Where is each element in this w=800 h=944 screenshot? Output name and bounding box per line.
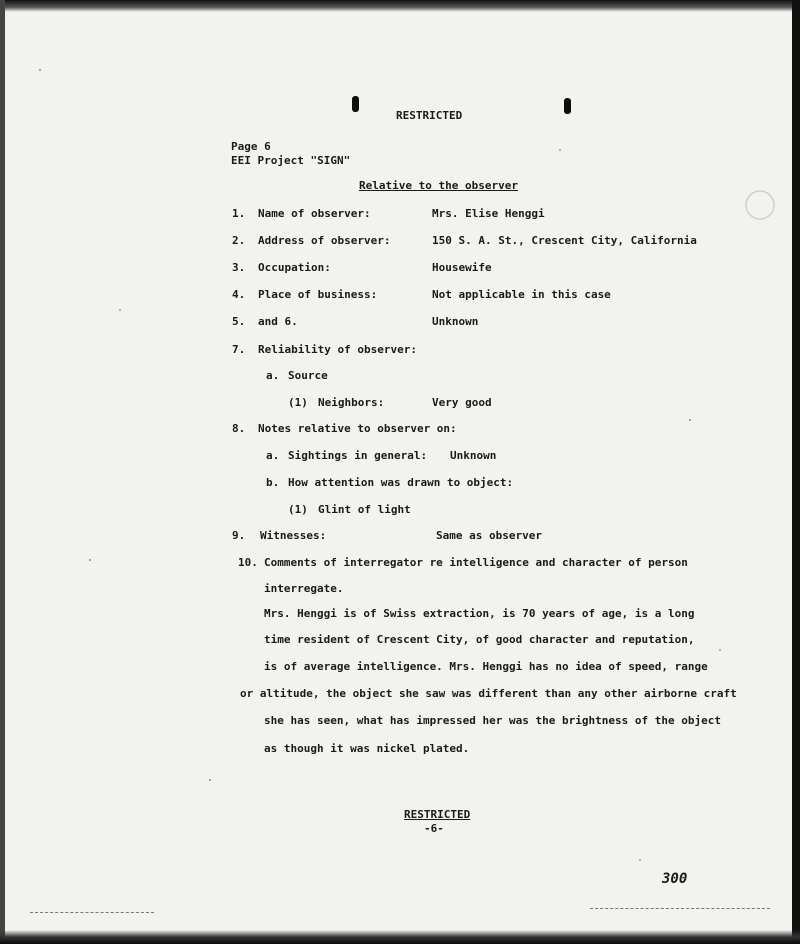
item-value: Same as observer <box>436 529 542 542</box>
item-num: a. <box>266 449 280 462</box>
item-value: Unknown <box>432 315 479 328</box>
item-num: (1) <box>288 503 308 516</box>
punch-hole-right <box>564 98 571 114</box>
item-num: a. <box>266 369 280 382</box>
header-classification: RESTRICTED <box>396 109 463 122</box>
scan-dash-left <box>30 912 154 913</box>
item-label: Reliability of observer: <box>258 343 417 356</box>
comments-continuation: interregate. <box>264 582 344 595</box>
item-num: 3. <box>232 261 246 274</box>
comments-line: is of average intelligence. Mrs. Henggi has no idea of speed, range <box>264 660 708 673</box>
item-label: Glint of light <box>318 503 411 516</box>
item-num: b. <box>266 476 280 489</box>
item-label: Name of observer: <box>258 207 371 220</box>
item-value: Not applicable in this case <box>432 288 611 301</box>
project-name: EEI Project "SIGN" <box>231 154 351 167</box>
scan-dash-right <box>590 908 770 909</box>
comments-line: or altitude, the object she saw was different than any other airborne craft <box>240 687 737 700</box>
item-label: and 6. <box>258 315 298 328</box>
item-label: How attention was drawn to object: <box>288 476 514 489</box>
item-num: 10. <box>238 556 258 569</box>
item-num: 4. <box>232 288 246 301</box>
footer-classification: RESTRICTED <box>404 808 471 821</box>
item-num: 8. <box>232 422 246 435</box>
comments-line: she has seen, what has impressed her was the brightness of the object <box>264 714 721 727</box>
item-value: Very good <box>432 396 492 409</box>
comments-line: time resident of Crescent City, of good character and reputation, <box>264 633 695 646</box>
comments-line: as though it was nickel plated. <box>264 742 470 755</box>
footer-page-mark: -6- <box>424 822 444 835</box>
item-value: 150 S. A. St., Crescent City, California <box>432 234 697 247</box>
section-title: Relative to the observer <box>359 179 518 192</box>
item-num: 7. <box>232 343 246 356</box>
item-label: Source <box>288 369 328 382</box>
scan-edge-bottom <box>0 930 800 944</box>
item-num: 1. <box>232 207 246 220</box>
item-label: Comments of interregator re intelligence and character of person <box>264 556 688 569</box>
item-num: 5. <box>232 315 246 328</box>
scan-edge-top <box>0 0 800 12</box>
item-label: Notes relative to observer on: <box>258 422 457 435</box>
item-value: Unknown <box>450 449 497 462</box>
item-num: 2. <box>232 234 246 247</box>
item-label: Occupation: <box>258 261 331 274</box>
punch-hole-left <box>352 96 359 112</box>
item-label: Sightings in general: <box>288 449 428 462</box>
item-label: Neighbors: <box>318 396 385 409</box>
item-num: (1) <box>288 396 308 409</box>
item-num: 9. <box>232 529 246 542</box>
item-value: Housewife <box>432 261 492 274</box>
item-label: Witnesses: <box>260 529 327 542</box>
page-number: Page 6 <box>231 140 271 153</box>
handwritten-number: 300 <box>662 871 688 887</box>
comments-line: Mrs. Henggi is of Swiss extraction, is 70 years of age, is a long <box>264 607 695 620</box>
scan-edge-right <box>792 0 800 944</box>
item-label: Address of observer: <box>258 234 391 247</box>
item-label: Place of business: <box>258 288 378 301</box>
item-value: Mrs. Elise Henggi <box>432 207 545 220</box>
scan-edge-left <box>0 0 5 944</box>
